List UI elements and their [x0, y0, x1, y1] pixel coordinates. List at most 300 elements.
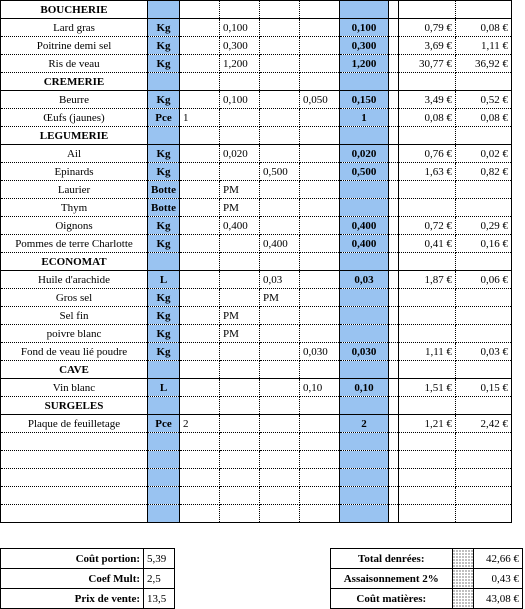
empty-cell[interactable] — [260, 73, 300, 91]
empty-cell[interactable] — [220, 505, 260, 523]
line-cost[interactable]: 2,42 € — [456, 415, 512, 433]
empty-cell[interactable] — [260, 397, 300, 415]
empty-cell[interactable] — [148, 397, 180, 415]
unit-cell[interactable]: Pce — [148, 415, 180, 433]
unit-price[interactable]: 1,63 € — [399, 163, 456, 181]
empty-cell[interactable] — [1, 433, 148, 451]
empty-cell[interactable] — [260, 127, 300, 145]
line-cost[interactable]: 0,03 € — [456, 343, 512, 361]
empty-cell[interactable] — [399, 433, 456, 451]
qty-col4[interactable] — [300, 181, 340, 199]
empty-cell[interactable] — [180, 73, 220, 91]
empty-cell[interactable] — [180, 397, 220, 415]
empty-cell[interactable] — [220, 433, 260, 451]
ingredient-row — [1, 37, 512, 55]
unit-price[interactable]: 1,87 € — [399, 271, 456, 289]
unit-cell[interactable]: Pce — [148, 109, 180, 127]
line-cost[interactable]: 1,11 € — [456, 37, 512, 55]
qty-col4[interactable] — [300, 163, 340, 181]
empty-cell[interactable] — [180, 1, 220, 19]
empty-cell[interactable] — [148, 1, 180, 19]
line-cost[interactable]: 0,16 € — [456, 235, 512, 253]
unit-price[interactable]: 0,76 € — [399, 145, 456, 163]
spacer-cell — [389, 253, 399, 271]
empty-cell[interactable] — [456, 1, 512, 19]
empty-cell[interactable] — [340, 469, 389, 487]
qty-col2[interactable]: PM — [220, 325, 260, 343]
qty-col3[interactable] — [260, 199, 300, 217]
qty-col3[interactable]: 0,03 — [260, 271, 300, 289]
spacer-cell — [389, 163, 399, 181]
qty-col3[interactable] — [260, 415, 300, 433]
line-cost[interactable]: 36,92 € — [456, 55, 512, 73]
qty-col2[interactable]: PM — [220, 181, 260, 199]
qty-col2[interactable] — [220, 379, 260, 397]
prix-de-vente-value[interactable]: 13,5 — [144, 589, 175, 609]
unit-cell[interactable]: Kg — [148, 289, 180, 307]
empty-cell[interactable] — [300, 253, 340, 271]
empty-cell[interactable] — [340, 361, 389, 379]
qty-col2[interactable]: PM — [220, 307, 260, 325]
unit-price[interactable]: 0,72 € — [399, 217, 456, 235]
empty-cell[interactable] — [180, 361, 220, 379]
qty-col2[interactable] — [220, 235, 260, 253]
qty-col2[interactable] — [220, 109, 260, 127]
empty-cell[interactable] — [300, 397, 340, 415]
unit-price[interactable] — [399, 325, 456, 343]
coef-mult-label: Coef Mult: — [1, 569, 144, 589]
spacer-cell — [389, 55, 399, 73]
empty-cell[interactable] — [220, 361, 260, 379]
qty-col4[interactable] — [300, 307, 340, 325]
ingredient-row — [1, 163, 512, 181]
qty-col4[interactable] — [300, 271, 340, 289]
qty-col3[interactable] — [260, 379, 300, 397]
qty-col1[interactable] — [180, 235, 220, 253]
total-qty[interactable] — [340, 181, 389, 199]
assaisonnement-value[interactable]: 0,43 € — [474, 569, 523, 589]
empty-cell[interactable] — [180, 253, 220, 271]
qty-col1[interactable] — [180, 307, 220, 325]
qty-col2[interactable] — [220, 289, 260, 307]
qty-col2[interactable] — [220, 343, 260, 361]
total-qty[interactable]: 0,10 — [340, 379, 389, 397]
ingredient-name[interactable]: Oignons — [1, 217, 148, 235]
empty-cell[interactable] — [456, 127, 512, 145]
empty-cell[interactable] — [148, 487, 180, 505]
empty-cell[interactable] — [220, 127, 260, 145]
cout-matieres-value[interactable]: 43,08 € — [474, 589, 523, 609]
qty-col3[interactable] — [260, 109, 300, 127]
category-label: SURGELES — [1, 397, 148, 415]
ingredient-name[interactable]: Beurre — [1, 91, 148, 109]
unit-cell[interactable]: L — [148, 379, 180, 397]
empty-cell[interactable] — [260, 469, 300, 487]
qty-col1[interactable] — [180, 379, 220, 397]
qty-col3[interactable]: 0,400 — [260, 235, 300, 253]
empty-cell[interactable] — [399, 361, 456, 379]
unit-price[interactable]: 1,11 € — [399, 343, 456, 361]
spacer-cell — [389, 289, 399, 307]
empty-cell[interactable] — [148, 451, 180, 469]
unit-cell[interactable]: Kg — [148, 163, 180, 181]
empty-cell[interactable] — [220, 397, 260, 415]
category-row — [1, 127, 512, 145]
empty-cell[interactable] — [340, 1, 389, 19]
unit-cell[interactable]: Kg — [148, 19, 180, 37]
empty-cell[interactable] — [340, 127, 389, 145]
ingredient-name[interactable]: Epinards — [1, 163, 148, 181]
unit-price[interactable] — [399, 307, 456, 325]
empty-cell[interactable] — [220, 469, 260, 487]
qty-col4[interactable] — [300, 235, 340, 253]
empty-cell[interactable] — [260, 505, 300, 523]
empty-cell[interactable] — [456, 469, 512, 487]
empty-cell[interactable] — [340, 487, 389, 505]
empty-cell[interactable] — [180, 127, 220, 145]
qty-col3[interactable] — [260, 19, 300, 37]
empty-cell[interactable] — [260, 361, 300, 379]
unit-price[interactable] — [399, 199, 456, 217]
qty-col3[interactable] — [260, 343, 300, 361]
portion-summary — [0, 548, 175, 609]
qty-col2[interactable]: PM — [220, 199, 260, 217]
qty-col1[interactable] — [180, 271, 220, 289]
empty-cell[interactable] — [220, 253, 260, 271]
category-row — [1, 73, 512, 91]
qty-col2[interactable] — [220, 415, 260, 433]
empty-cell[interactable] — [340, 505, 389, 523]
qty-col2[interactable]: 0,300 — [220, 37, 260, 55]
line-cost[interactable] — [456, 289, 512, 307]
unit-price[interactable]: 3,49 € — [399, 91, 456, 109]
qty-col1[interactable]: 1 — [180, 109, 220, 127]
total-qty[interactable]: 0,020 — [340, 145, 389, 163]
total-qty[interactable] — [340, 199, 389, 217]
total-qty[interactable]: 1 — [340, 109, 389, 127]
qty-col4[interactable] — [300, 289, 340, 307]
qty-col1[interactable] — [180, 289, 220, 307]
spacer-cell — [389, 271, 399, 289]
empty-cell[interactable] — [300, 487, 340, 505]
empty-cell[interactable] — [148, 361, 180, 379]
cout-portion-value[interactable]: 5,39 — [144, 549, 175, 569]
qty-col1[interactable] — [180, 199, 220, 217]
unit-price[interactable]: 30,77 € — [399, 55, 456, 73]
qty-col4[interactable]: 0,050 — [300, 91, 340, 109]
ingredient-row — [1, 199, 512, 217]
qty-col3[interactable] — [260, 217, 300, 235]
empty-cell[interactable] — [180, 487, 220, 505]
empty-cell[interactable] — [456, 73, 512, 91]
empty-cell[interactable] — [456, 253, 512, 271]
qty-col4[interactable]: 0,10 — [300, 379, 340, 397]
ingredient-name[interactable]: Ail — [1, 145, 148, 163]
qty-col4[interactable] — [300, 55, 340, 73]
qty-col1[interactable] — [180, 217, 220, 235]
empty-cell[interactable] — [456, 361, 512, 379]
ingredient-row — [1, 307, 512, 325]
spacer-cell — [389, 181, 399, 199]
qty-col3[interactable]: PM — [260, 289, 300, 307]
empty-cell[interactable] — [1, 487, 148, 505]
empty-cell[interactable] — [340, 73, 389, 91]
unit-cell[interactable]: Kg — [148, 217, 180, 235]
qty-col1[interactable] — [180, 55, 220, 73]
empty-cell[interactable] — [148, 505, 180, 523]
line-cost[interactable]: 0,06 € — [456, 271, 512, 289]
qty-col4[interactable] — [300, 109, 340, 127]
ingredient-row — [1, 379, 512, 397]
qty-col3[interactable]: 0,500 — [260, 163, 300, 181]
empty-cell[interactable] — [220, 73, 260, 91]
empty-cell[interactable] — [340, 253, 389, 271]
empty-cell[interactable] — [148, 127, 180, 145]
total-qty[interactable]: 0,300 — [340, 37, 389, 55]
empty-cell[interactable] — [340, 397, 389, 415]
total-qty[interactable] — [340, 325, 389, 343]
empty-cell[interactable] — [399, 487, 456, 505]
unit-price[interactable] — [399, 181, 456, 199]
qty-col3[interactable] — [260, 37, 300, 55]
empty-cell[interactable] — [180, 451, 220, 469]
qty-col2[interactable]: 0,020 — [220, 145, 260, 163]
empty-cell[interactable] — [1, 505, 148, 523]
qty-col1[interactable] — [180, 343, 220, 361]
unit-price[interactable]: 1,51 € — [399, 379, 456, 397]
total-qty[interactable]: 0,030 — [340, 343, 389, 361]
qty-col4[interactable] — [300, 19, 340, 37]
unit-cell[interactable]: Kg — [148, 325, 180, 343]
ingredient-name[interactable]: Poitrine demi sel — [1, 37, 148, 55]
empty-cell[interactable] — [180, 469, 220, 487]
category-label: CREMERIE — [1, 73, 148, 91]
empty-cell[interactable] — [456, 487, 512, 505]
qty-col1[interactable] — [180, 145, 220, 163]
empty-cell[interactable] — [456, 433, 512, 451]
empty-cell[interactable] — [180, 505, 220, 523]
unit-price[interactable]: 0,41 € — [399, 235, 456, 253]
empty-cell[interactable] — [399, 451, 456, 469]
qty-col1[interactable]: 2 — [180, 415, 220, 433]
ingredient-name[interactable]: Ris de veau — [1, 55, 148, 73]
empty-cell[interactable] — [1, 451, 148, 469]
unit-cell[interactable]: L — [148, 271, 180, 289]
unit-price[interactable] — [399, 289, 456, 307]
cost-summary — [330, 548, 523, 609]
line-cost[interactable]: 0,02 € — [456, 145, 512, 163]
qty-col2[interactable]: 0,100 — [220, 19, 260, 37]
unit-cell[interactable]: Kg — [148, 343, 180, 361]
unit-price[interactable]: 1,21 € — [399, 415, 456, 433]
line-cost[interactable] — [456, 199, 512, 217]
category-label: BOUCHERIE — [1, 1, 148, 19]
unit-cell[interactable]: Kg — [148, 37, 180, 55]
empty-cell[interactable] — [260, 1, 300, 19]
empty-cell[interactable] — [456, 451, 512, 469]
empty-cell[interactable] — [300, 433, 340, 451]
qty-col3[interactable] — [260, 91, 300, 109]
total-qty[interactable]: 0,03 — [340, 271, 389, 289]
empty-cell[interactable] — [340, 433, 389, 451]
ingredient-name[interactable]: Huile d'arachide — [1, 271, 148, 289]
qty-col1[interactable] — [180, 37, 220, 55]
empty-cell[interactable] — [1, 469, 148, 487]
total-qty[interactable]: 2 — [340, 415, 389, 433]
ingredient-name[interactable]: Œufs (jaunes) — [1, 109, 148, 127]
empty-cell[interactable] — [399, 1, 456, 19]
unit-price[interactable]: 3,69 € — [399, 37, 456, 55]
unit-price[interactable]: 0,08 € — [399, 109, 456, 127]
qty-col2[interactable]: 0,400 — [220, 217, 260, 235]
line-cost[interactable]: 0,08 € — [456, 19, 512, 37]
line-cost[interactable]: 0,29 € — [456, 217, 512, 235]
unit-cell[interactable]: Kg — [148, 145, 180, 163]
total-qty[interactable]: 0,500 — [340, 163, 389, 181]
qty-col1[interactable] — [180, 325, 220, 343]
empty-cell[interactable] — [148, 73, 180, 91]
empty-cell[interactable] — [399, 505, 456, 523]
ingredient-name[interactable]: Sel fin — [1, 307, 148, 325]
ingredient-row — [1, 217, 512, 235]
qty-col4[interactable] — [300, 217, 340, 235]
summary-row — [331, 589, 523, 609]
total-qty[interactable]: 0,100 — [340, 19, 389, 37]
qty-col4[interactable] — [300, 415, 340, 433]
empty-cell[interactable] — [300, 73, 340, 91]
empty-cell[interactable] — [260, 253, 300, 271]
unit-cell[interactable]: Botte — [148, 181, 180, 199]
qty-col3[interactable] — [260, 325, 300, 343]
unit-price[interactable]: 0,79 € — [399, 19, 456, 37]
empty-cell[interactable] — [300, 1, 340, 19]
ingredient-name[interactable]: Gros sel — [1, 289, 148, 307]
unit-cell[interactable]: Kg — [148, 55, 180, 73]
spacer-cell — [389, 469, 399, 487]
spacer-cell — [389, 199, 399, 217]
total-qty[interactable]: 0,400 — [340, 235, 389, 253]
unit-cell[interactable]: Kg — [148, 91, 180, 109]
spacer-cell — [389, 415, 399, 433]
qty-col1[interactable] — [180, 181, 220, 199]
ingredient-name[interactable]: Fond de veau lié poudre — [1, 343, 148, 361]
qty-col2[interactable] — [220, 271, 260, 289]
ingredient-row — [1, 271, 512, 289]
total-qty[interactable]: 0,400 — [340, 217, 389, 235]
empty-cell[interactable] — [399, 127, 456, 145]
empty-cell[interactable] — [399, 253, 456, 271]
empty-cell[interactable] — [260, 451, 300, 469]
qty-col4[interactable] — [300, 325, 340, 343]
unit-cell[interactable]: Botte — [148, 199, 180, 217]
empty-cell[interactable] — [340, 451, 389, 469]
unit-cell[interactable]: Kg — [148, 307, 180, 325]
empty-cell[interactable] — [399, 73, 456, 91]
empty-cell[interactable] — [148, 253, 180, 271]
qty-col2[interactable] — [220, 163, 260, 181]
pattern-cell — [452, 569, 474, 589]
qty-col1[interactable] — [180, 19, 220, 37]
total-qty[interactable] — [340, 289, 389, 307]
qty-col2[interactable]: 0,100 — [220, 91, 260, 109]
empty-cell[interactable] — [260, 487, 300, 505]
total-qty[interactable]: 1,200 — [340, 55, 389, 73]
ingredient-name[interactable]: poivre blanc — [1, 325, 148, 343]
qty-col3[interactable] — [260, 55, 300, 73]
qty-col1[interactable] — [180, 163, 220, 181]
qty-col4[interactable]: 0,030 — [300, 343, 340, 361]
cout-matieres-label: Coût matières: — [331, 589, 453, 609]
qty-col1[interactable] — [180, 91, 220, 109]
empty-cell[interactable] — [456, 505, 512, 523]
qty-col2[interactable]: 1,200 — [220, 55, 260, 73]
ingredient-name[interactable]: Plaque de feuilletage — [1, 415, 148, 433]
empty-cell[interactable] — [300, 451, 340, 469]
ingredient-name[interactable]: Pommes de terre Charlotte — [1, 235, 148, 253]
qty-col3[interactable] — [260, 145, 300, 163]
empty-cell[interactable] — [180, 433, 220, 451]
empty-row — [1, 451, 512, 469]
line-cost[interactable]: 0,82 € — [456, 163, 512, 181]
ingredient-name[interactable]: Thym — [1, 199, 148, 217]
qty-col3[interactable] — [260, 181, 300, 199]
empty-cell[interactable] — [148, 469, 180, 487]
line-cost[interactable] — [456, 307, 512, 325]
qty-col4[interactable] — [300, 145, 340, 163]
spacer-cell — [389, 127, 399, 145]
unit-cell[interactable]: Kg — [148, 235, 180, 253]
empty-cell[interactable] — [148, 433, 180, 451]
coef-mult-value[interactable]: 2,5 — [144, 569, 175, 589]
spacer-cell — [389, 307, 399, 325]
spacer-cell — [389, 145, 399, 163]
empty-cell[interactable] — [300, 127, 340, 145]
qty-col4[interactable] — [300, 199, 340, 217]
empty-cell[interactable] — [300, 469, 340, 487]
empty-cell[interactable] — [399, 397, 456, 415]
line-cost[interactable] — [456, 325, 512, 343]
spacer-cell — [389, 37, 399, 55]
pattern-cell — [452, 549, 474, 569]
qty-col3[interactable] — [260, 307, 300, 325]
line-cost[interactable] — [456, 181, 512, 199]
empty-cell[interactable] — [260, 433, 300, 451]
pattern-cell — [452, 589, 474, 609]
total-denrees-value[interactable]: 42,66 € — [474, 549, 523, 569]
spacer-cell — [389, 361, 399, 379]
total-qty[interactable] — [340, 307, 389, 325]
empty-cell[interactable] — [220, 451, 260, 469]
ingredient-name[interactable]: Vin blanc — [1, 379, 148, 397]
qty-col4[interactable] — [300, 37, 340, 55]
line-cost[interactable]: 0,15 € — [456, 379, 512, 397]
empty-cell[interactable] — [300, 361, 340, 379]
ingredient-row — [1, 109, 512, 127]
empty-row — [1, 505, 512, 523]
empty-cell[interactable] — [300, 505, 340, 523]
ingredient-name[interactable]: Lard gras — [1, 19, 148, 37]
category-row — [1, 397, 512, 415]
empty-cell[interactable] — [456, 397, 512, 415]
total-qty[interactable]: 0,150 — [340, 91, 389, 109]
prix-de-vente-label: Prix de vente: — [1, 589, 144, 609]
ingredient-name[interactable]: Laurier — [1, 181, 148, 199]
empty-cell[interactable] — [399, 469, 456, 487]
empty-cell[interactable] — [220, 1, 260, 19]
line-cost[interactable]: 0,52 € — [456, 91, 512, 109]
empty-cell[interactable] — [220, 487, 260, 505]
line-cost[interactable]: 0,08 € — [456, 109, 512, 127]
